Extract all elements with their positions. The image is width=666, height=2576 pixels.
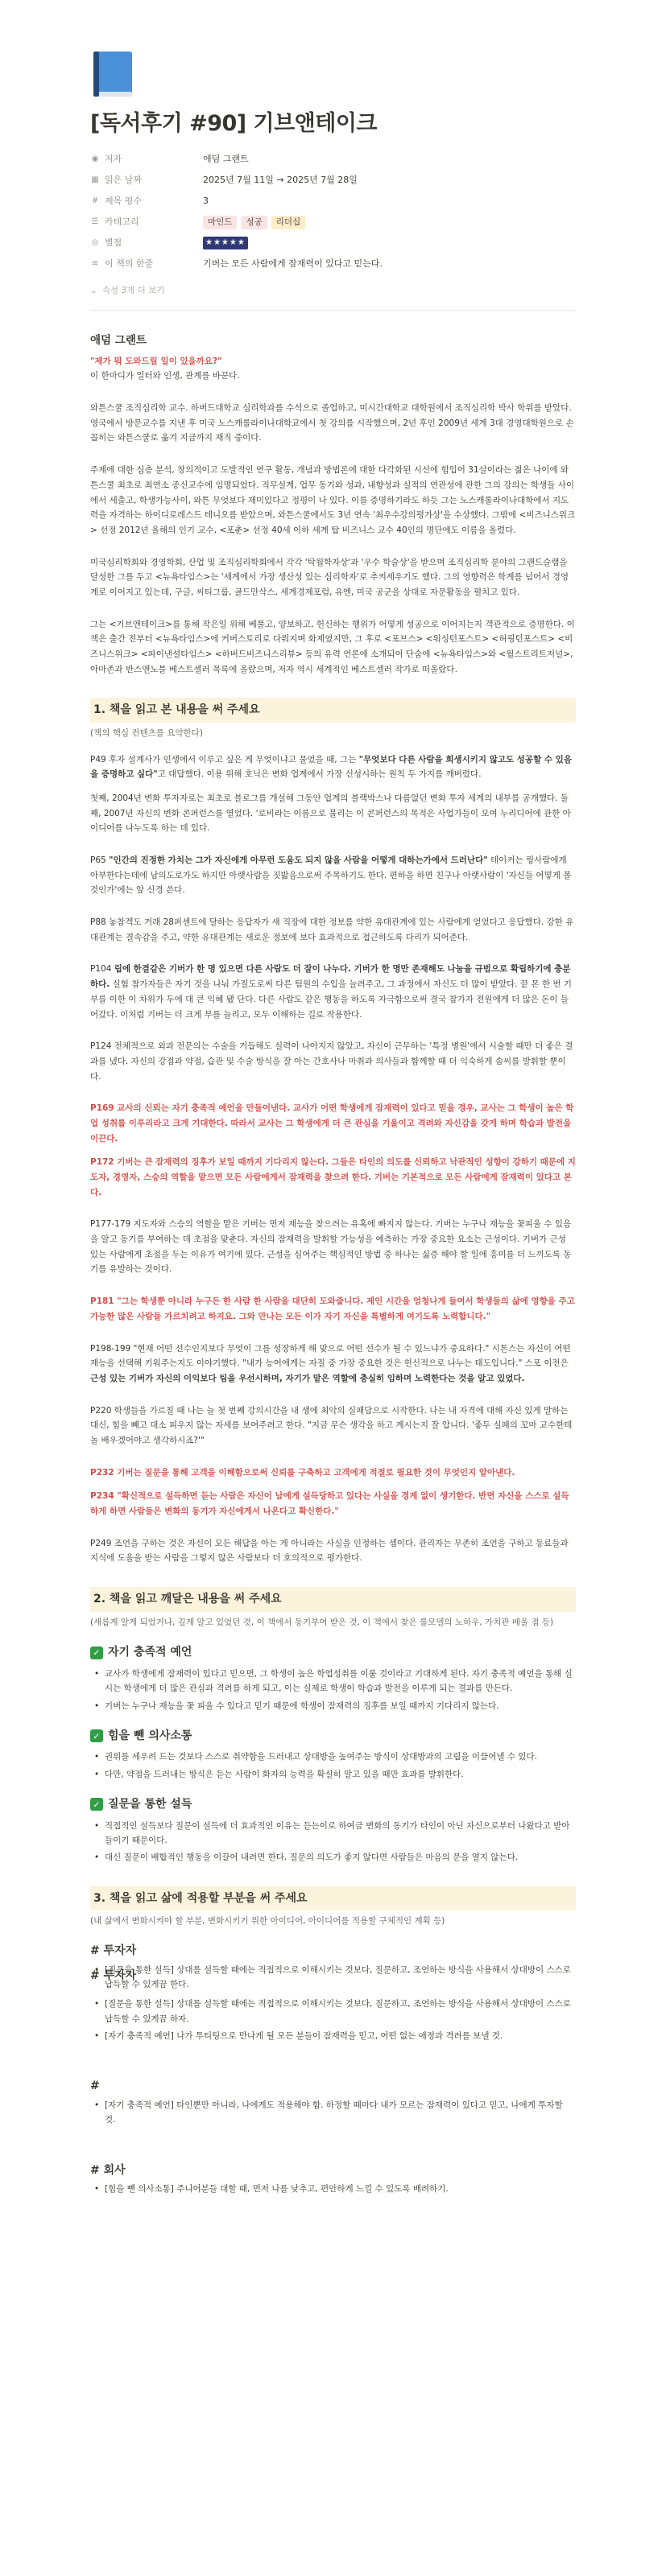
property-row[interactable] <box>90 253 576 274</box>
divider <box>90 310 576 311</box>
list-item: • 직접적인 설득보다 질문이 설득에 더 효과적인 이유는 듣는이로 하여금 변화의 동기가 타인이 아닌 자신으로부터 나왔다고 받아들이기 때문이다. <box>90 1819 576 1849</box>
check-icon: ✓ <box>90 1647 103 1659</box>
section-note: (새롭게 알게 되었거나, 깊게 알고 있었던 것, 이 책에서 동기부여 받은 것, 이 책에서 찾은 롤모델의 노하우, 가치관 배울 점 등) <box>90 1617 554 1627</box>
excerpt-paragraph: P88 놓참겍도 거래 28퍼센트에 달하는 응답자가 새 직장에 대한 정보를 약한 유대관계에 있는 사람에게 얻었다고 응답했다. 강한 유대관계는 결속감을 주고, 약한 유대관계는 새로운 정보에 보다 효과적으로 접근하도록 다리가 되어준다. <box>90 917 574 942</box>
property-value[interactable]: 기버는 모든 사람에게 잠재력이 있다고 믿는다. <box>203 258 383 270</box>
person-icon: ◉ <box>91 155 99 164</box>
category-tag[interactable]: 성공 <box>241 216 267 229</box>
excerpt-paragraph: P198-199 "현재 어떤 선수인지보다 무엇이 그를 성장하게 해 맞으로 어떤 선수가 될 수 있느냐가 중요하다." 시톤스는 자신이 어떤 재능을 선택해 키워주는지도 이야기했다. "내가 능어에게는 자질 중 가장 중요한 것은 헌신적으로 나누는 태도입니다." 스포 이전은 근성 있는 기버가 자신의 이익보다 팀을 우선시하며, 자기가 맡은 역할에 충실히 임하며 노력한다는 것을 알고 있었다. <box>90 1343 571 1383</box>
check-icon: ✓ <box>90 1729 103 1742</box>
book-icon[interactable] <box>90 48 137 100</box>
property-key: # 제목 평수 <box>91 196 143 207</box>
list-item: • [힘을 뺀 의사소통] 주니어분들 대할 때, 먼저 나를 낮추고, 편안하게 느낄 수 있도록 배려하기. <box>90 2182 576 2196</box>
insight-list <box>90 1667 576 1713</box>
section-note: (내 삶에서 변화시켜야 할 부분, 변화시키기 위한 아이디어, 아이디어를 적용할 구체적인 계획 등) <box>90 1916 445 1927</box>
section-heading-3: 3. 책을 읽고 삶에 적용할 부분을 써 주세요 <box>90 1886 576 1911</box>
list-item: • [자기 충족적 예언] 나가 투티팅으로 만나게 될 모든 분들이 잠재력을 믿고, 어떤 없는 애정과 격려를 보낼 것. <box>90 2029 576 2043</box>
list-item: • [질문을 통한 설득] 상대를 설득할 때에는 직접적으로 이해시키는 것보다, 질문하고, 조언하는 방식을 사용해서 상대방이 스스로 납득할 수 있게끔 하자. <box>90 1997 576 2026</box>
list-item: • 기버는 누구나 재능을 꽃 피울 수 있다고 믿기 때문에 학생이 잠재력의 징후를 보일 때까지 기다리지 않는다. <box>90 1699 576 1713</box>
apply-list <box>90 1963 576 1993</box>
apply-list <box>90 2098 576 2128</box>
more-properties-label: 속성 3개 더 보기 <box>101 285 165 295</box>
section-note: (책의 핵심 컨텐츠를 요약한다) <box>90 727 203 738</box>
more-properties-toggle[interactable] <box>90 281 576 300</box>
excerpt-paragraph: 첫째, 2004년 변화 투자자로는 최초로 블로그를 개설해 그동안 업계의 블랙박스나 다름없던 변화 투자 세계의 내부를 공개했다. 둘째, 2007년 자신의 변화 콘퍼런스를 열었다. '로비라는 이름으로 불리는 이 콘퍼런스의 목적은 사업가들이 모여 누리디어에 관한 아이디어를 나누도록 하는 데 있다. <box>90 793 571 834</box>
excerpt-paragraph-highlight: P232 기버는 질문을 통해 고객을 이해함으로써 신뢰를 구축하고 고객에게 적절로 필요한 것이 무엇인지 알아낸다. <box>90 1467 515 1478</box>
apply-heading-duplicate: # 투자자 <box>90 1968 137 1982</box>
property-key: ◉ 저자 <box>91 154 122 165</box>
calendar-icon: ▦ <box>91 175 99 185</box>
excerpt-paragraph: P220 학생들을 가르칠 때 나는 늘 첫 번째 강의시간을 내 생에 최악의 실패담으로 시작한다. 나는 내 자격에 대해 자신 있게 말하는 대신, 힘을 빼고 대소 피우지 않는 자세를 보여주려고 한다. "지금 무슨 생각을 하고 계시는지 잘 압니다. '좋두 실패의 꼬마 교수한테 놀 배우겠어야고 생각하시죠?'" <box>90 1405 573 1445</box>
property-row[interactable] <box>90 149 576 170</box>
list-item: • 다만, 약점을 드러내는 방식은 듣는 사람이 화자의 능력을 확실히 알고 있을 때만 효과를 발휘한다. <box>90 1767 576 1782</box>
property-key: ☰ 카테고리 <box>91 216 139 228</box>
chevron-down-icon: ⌄ <box>90 285 97 295</box>
list-item: • 권위를 세우려 드는 것보다 스스로 취약함을 드러내고 상대방을 높여주는 방식이 상대방과의 고립을 이끌어낼 수 있다. <box>90 1750 576 1764</box>
page-title[interactable]: [독서후기 #90] 기브앤테이크 <box>90 111 377 136</box>
property-row[interactable] <box>90 170 576 191</box>
author-quote: "제가 뭐 도와드릴 일이 있을까요?" <box>90 356 222 366</box>
intro-paragraph: 미국심리학회와 경영학회, 산업 및 조직심리학회에서 각각 '탁월학자상'과 '우수 학술상'을 받으며 조직심리학 분야의 그랜드슬램을 달성한 그를 두고 <뉴욕타임스>는 '세계에서 가장 생산성 있는 심리학자'로 추켜세우기도 했다. 그의 영향력은 학계를 넘어서 경영계로 이어지고 있는데, 구글, 씨티그룹, 골드만삭스, 세계경제포럼, 유엔, 미국 공군을 상대로 자문활동을 펼치고 있다. <box>90 557 569 597</box>
apply-heading: # <box>90 2079 100 2093</box>
apply-heading: # 투자자 <box>90 1943 137 1957</box>
category-tag[interactable]: 마인드 <box>203 216 237 229</box>
property-row[interactable] <box>90 233 576 253</box>
excerpt-paragraph-highlight: P172 기버는 큰 잠재력의 징후가 보일 때까지 기다리지 않는다. 그들은 타인의 의도를 신뢰하고 낙관적인 성향이 강하기 때문에 지도자, 경영자, 스승의 역할을 맡으면 모든 사람에게서 잠재력을 찾으려 한다. 기버는 기본적으로 모든 사람에게 잠재력이 있다고 본다. <box>90 1157 576 1197</box>
hash-icon: # <box>91 196 99 206</box>
property-key: ≡ 이 책의 한줄 <box>91 258 154 270</box>
apply-block-investor <box>90 1943 576 2043</box>
section-heading-1: 1. 책을 읽고 본 내용을 써 주세요 <box>90 698 576 723</box>
author-quote-sub: 이 한마디가 일터와 인생, 관계를 바꾼다. <box>90 371 240 381</box>
excerpt-paragraph: P65 "인간의 진정한 가치는 그가 자신에게 아무런 도움도 되지 않을 사람을 어떻게 대하는가에서 드러난다" 테이커는 링사람에게 아부한다는데에 남의도로가도 하지만 아랫사람을 짓밟음으로써 주목하기도 한다. 편하을 하면 친구나 아랫사람이 '자신들 어떻게 볼 것인가'에는 앞 신경 쓴다. <box>90 855 572 896</box>
list-item: • 교사가 학생에게 잠재력이 있다고 믿으면, 그 학생이 높은 학업성취를 이룰 것이라고 기대하게 된다. 자기 충족적 예언을 통해 실시는 학생에게 더 많은 관심과 격려를 하게 되고, 이는 실제로 학생이 학습과 발전을 이루게 되는 결과를 만든다. <box>90 1667 576 1696</box>
property-value[interactable] <box>203 237 576 249</box>
insight-heading: ✓ 자기 충족적 예언 <box>90 1642 576 1663</box>
property-value[interactable]: 애덤 그랜트 <box>203 154 249 165</box>
property-key: ◎ 별점 <box>91 237 122 249</box>
section-heading-2: 2. 책을 읽고 깨달은 내용을 써 주세요 <box>90 1587 576 1612</box>
excerpt-paragraph: P49 후자 설계사가 인생에서 이루고 싶은 게 무엇이냐고 물었을 때, 그는 "무엇보다 다른 사람을 희생시키지 않고도 성공할 수 있음을 증명하고 싶다"고 대답했다. 이용 위해 호닉은 변화 업계에서 가장 신성시하는 원칙 두 가지를 깨버렸다. <box>90 754 572 780</box>
property-key: ▦ 읽은 날짜 <box>91 175 143 186</box>
insight-list <box>90 1750 576 1782</box>
text-icon: ≡ <box>91 259 99 269</box>
excerpt-paragraph: P177-179 지도자와 스승의 역할을 맡은 기버는 먼저 재능을 찾으려는 유혹에 빠지지 않는다. 기버는 누구나 재능을 꽃피울 수 있음을 알고 동기를 부여하는 데 초점을 맞춘다. 자신의 잠재력을 발휘할 가능성을 예측하는 가장 중요한 요소는 근성이다. 기버가 근성 있는 사람에게 초점을 두는 이유가 여기에 있다. 근성을 심어주는 핵심적인 방법 중 하나는 싫증 해야 할 일에 흥미를 더 느끼도록 동기를 유발하는 것이다. <box>90 1219 572 1275</box>
excerpt-paragraph-highlight: P169 교사의 신뢰는 자기 충족적 예언을 만들어낸다. 교사가 어떤 학생에게 잠재력이 있다고 믿을 경우, 교사는 그 학생이 높은 학업 성취를 이루리라고 크게 기대한다. 따라서 교사는 그 학생에게 더 큰 관심을 기울이고 격려와 자신감을 갖게 하며 학습과 발전을 이끈다. <box>90 1103 574 1144</box>
apply-list <box>90 2182 576 2196</box>
list-item: • 대신 질문이 배합적인 행동을 이끌어 내려면 한다. 질문의 의도가 좋지 않다면 사람들은 마음의 문을 열지 않는다. <box>90 1850 576 1865</box>
excerpt-paragraph: P249 조언을 구하는 것은 자신이 모든 해답을 아는 게 아니라는 사실을 인정하는 셈이다. 관리자는 무존히 조언을 구하고 동료들과 지식에 도움을 받는 사람을 그렇지 않은 사람보다 더 호의적으로 평가한다. <box>90 1538 569 1564</box>
intro-paragraph: 와튼스쿨 조직심리학 교수. 하버드대학교 심리학과를 수석으로 졸업하고, 미시간대학교 대학원에서 조직심리학 박사 학위를 받았다.영국에서 방문교수를 지낸 후 미국 노스캐롤라이나대학교에서 첫 강의를 시작했으며, 2년 후인 2009년 세계 3대 경영대학원으로 손꼽히는 와튼스쿨로 옮겨 지금까지 재직 중이다. <box>90 403 574 443</box>
property-value[interactable]: 3 <box>203 196 209 207</box>
rating-stars[interactable]: ★★★★★ <box>203 237 248 249</box>
check-icon: ✓ <box>90 1798 103 1811</box>
excerpt-paragraph-highlight: P234 "확신적으로 설득하면 듣는 사람은 자신이 남에게 설득당하고 있다는 사실을 경계 없이 생기한다. 반면 자신을 스스로 설득하게 하면 사람들은 변화의 동기가 자신에게서 나온다고 확신한다." <box>90 1491 569 1517</box>
insight-heading: ✓ 힘을 뺀 의사소통 <box>90 1726 576 1746</box>
intro-paragraph: 그는 <기브앤테이크>를 통해 작은일 위해 베풀고, 양보하고, 헌신하는 행위가 어떻게 성공으로 이어지는지 객관적으로 증명한다. 이 책은 출간 전부터 <뉴욕타임스>에 커버스토리로 다뤄지며 화제였지만, 그 후로 <포브스> <워싱턴포스트> <허핑턴포스트> <비즈니스위크> <파이낸셜타임스> <하버드비즈니스리뷰> 등의 유력 언론에 소개되어 단숨에 <뉴욕타임스>와 <월스트리트저널>, 아마존과 반스앤노블 베스트셀러 목록에 올랐으며, 저자 역시 세계적인 베스트셀러 작가로 떠올랐다. <box>90 619 575 674</box>
category-tag[interactable]: 리더십 <box>271 216 305 229</box>
apply-heading: # 회사 <box>90 2163 126 2177</box>
excerpt-paragraph: P104 립에 한결같은 기버가 한 명 있으면 다른 사람도 더 잘이 나누다. 기버가 한 명만 존재해도 나눔을 규범으로 확립하기에 충분하다. 실험 참가자들은 자기 것을 나눠 가질도로써 다른 팀원의 수입을 늘려주고, 그 과정에서 자신도 더 많이 받았다. 끝 몬 한 번 기부를 이한 이 차위가 두에 대 큰 익혜 됐 단다. 다른 사람도 같은 행동을 하도록 자극함으로써 결국 참가자 전원에게 더 많은 돈이 들어갔다. 이처럼 기버는 더 크게 부를 늘리고, 모두 이해하는 길로 작용한다. <box>90 964 573 1020</box>
excerpt-paragraph-highlight: P181 "그는 학생뿐 아니라 누구든 한 사람 한 사람을 대단히 도와줍니다. 제인 시간을 엄청나게 들여서 학생들의 삶에 영향을 주고 가능한 많은 사람들 가르치려고 하지요. 그와 만나는 모든 이가 자기 자신을 특별하게 여기도록 노력합니다." <box>90 1296 575 1321</box>
property-row[interactable] <box>90 191 576 212</box>
circle-icon: ◎ <box>91 238 99 248</box>
author-heading: 애덤 그랜트 <box>90 334 147 348</box>
property-value[interactable]: 2025년 7월 11일 → 2025년 7월 28일 <box>203 175 358 186</box>
property-row[interactable] <box>90 212 576 233</box>
list-item: • [질문을 통한 설득] 상대를 설득할 때에는 직접적으로 이해시키는 것보다, 질문하고, 조언하는 방식을 사용해서 상대방이 스스로 납득할 수 있게끔 한다. <box>90 1963 576 1993</box>
properties <box>90 149 576 274</box>
list-icon: ☰ <box>91 217 99 227</box>
insight-heading: ✓ 질문을 통한 설득 <box>90 1795 576 1815</box>
insight-list <box>90 1819 576 1865</box>
list-item: • [자기 충족적 예언] 타인뿐만 아니라, 나에게도 적용해야 함. 하정할 때마다 내가 모르는 잠재력이 있다고 믿고, 나에게 투자할 것. <box>90 2098 576 2128</box>
property-value[interactable] <box>203 216 576 229</box>
intro-paragraph: 주제에 대한 심층 분석, 창의적이고 도발적인 연구 활동, 개념과 방법론에 대한 다각화된 시선에 힘입어 31살이라는 젊은 나이에 와튼스쿨 최초로 최연소 종신교수에 임명되었다. 직무설계, 업무 동기와 성과, 내향성과 실적의 연관성에 관한 그의 강의는 학생들 사이에서 세출고, 학생가능사이, 와튼 무엇보다 재미있다고 정평이 나 있다. 이를 증명하기라도 하듯 그는 노스캐롤라이나대학에서 지도력을 자격하는 하이디로레스드 테니오를 받았으며, 와튼스쿨에서도 3년 연속 '최우수강의평가상'을 수상했다. 그밖에 <비즈니스위크> 선정 2012년 올해의 인기 교수, <포춘> 선정 40세 이하 세계 탑 비즈니스 교수 40인의 명단에도 이름을 올렸다. <box>90 465 576 535</box>
excerpt-paragraph: P124 전체적으로 외과 전문의는 수술을 거듭해도 실력이 나아지지 않았고, 자신이 근무하는 '특정 병원'에서 시술할 때만 더 좋은 결과를 냈다. 자신의 강점과 약점, 습관 및 수술 방식을 잘 아는 간호사나 마취과 의사들과 함께할 때 더 익숙하게 솜씨를 발휘할 뿐이다. <box>90 1041 573 1082</box>
apply-list <box>90 1997 576 2043</box>
